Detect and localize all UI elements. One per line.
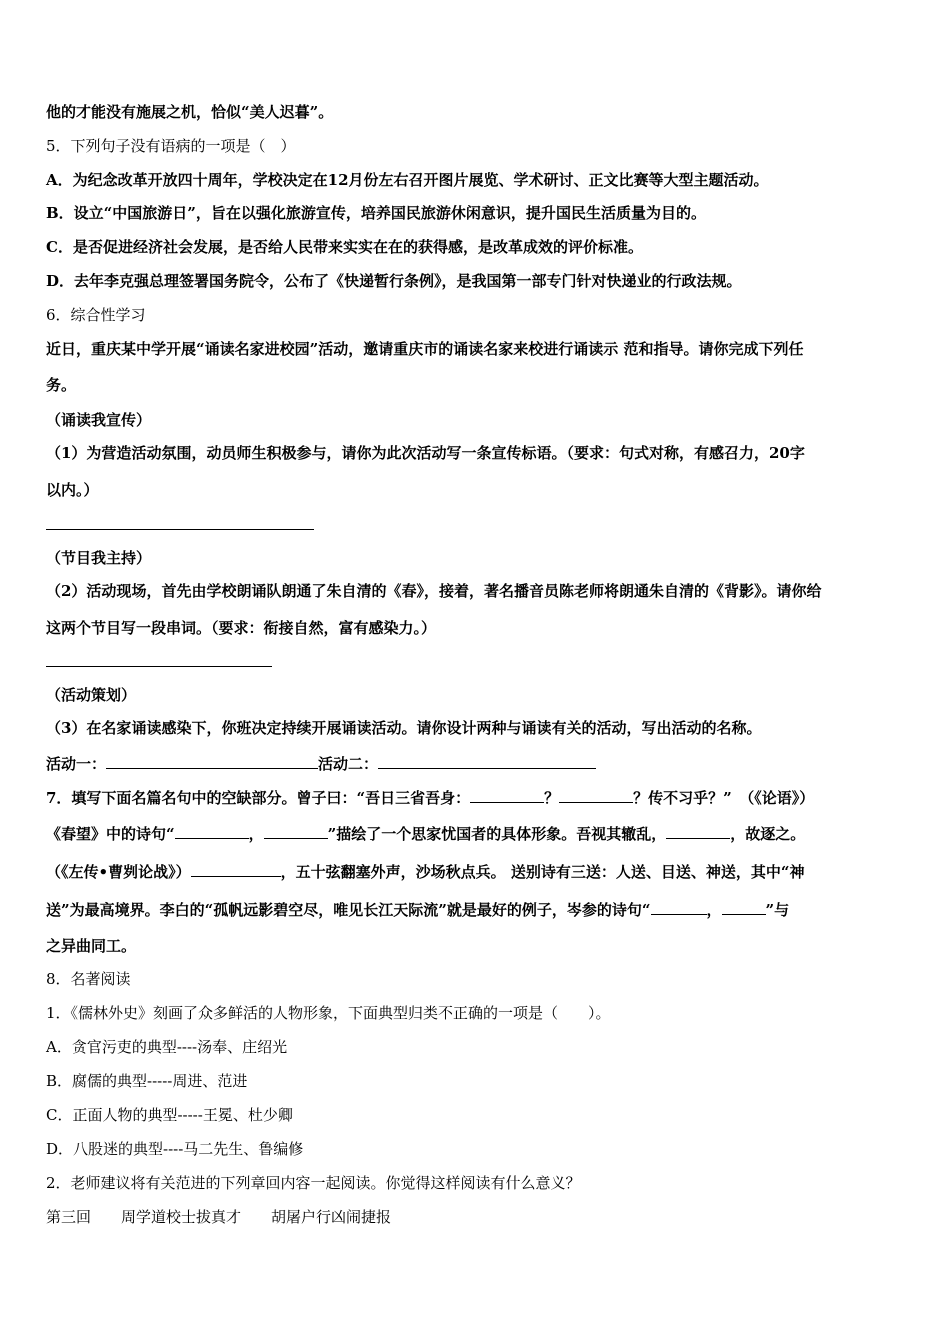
question-5-stem: 5．下列句子没有语病的一项是（ ） — [46, 137, 296, 155]
question-8-sub-2: 2．老师建议将有关范进的下列章回内容一起阅读。你觉得这样阅读有什么意义？ — [46, 1174, 581, 1192]
intro-tail: 他的才能没有施展之机，恰似“美人迟暮”。 — [46, 103, 334, 121]
section-heading-promo: （诵读我宣传） — [46, 411, 152, 429]
activity-1-label: 活动一： — [46, 755, 107, 773]
question-8-option-c: C．正面人物的典型-----王冕、杜少卿 — [46, 1106, 293, 1124]
question-6-part-1-cont: 以内。） — [46, 481, 99, 499]
section-heading-host: （节目我主持） — [46, 549, 152, 567]
question-8-option-b: B．腐儒的典型-----周进、范进 — [46, 1072, 248, 1090]
question-6-part-3: （3）在名家诵读感染下，你班决定持续开展诵读活动。请你设计两种与诵读有关的活动，写出活动的名称。 — [46, 719, 762, 737]
activity-1-blank[interactable] — [106, 753, 318, 769]
answer-line-2[interactable] — [46, 666, 272, 667]
question-5-option-c: C．是否促进经济社会发展，是否给人民带来实实在在的获得感，是改革成效的评价标准。 — [46, 238, 643, 256]
question-6-part-2-cont: 这两个节目写一段串词。（要求：衔接自然，富有感染力。） — [46, 619, 437, 637]
question-7-line-1: 7．填写下面名篇名句中的空缺部分。曾子曰：“吾日三省吾身： ？ ？传不习乎？” （《论语》） — [46, 789, 815, 807]
activity-2-blank[interactable] — [378, 753, 596, 769]
question-7-line-2: 《春望》中的诗句“ ， ”描绘了一个思家忧国者的具体形象。吾视其辙乱， ，故逐之。 — [46, 825, 806, 843]
question-5-option-b: B．设立“中国旅游日”，旨在以强化旅游宣传，培养国民旅游休闲意识，提升国民生活质量为目的。 — [46, 204, 706, 222]
blank[interactable] — [666, 823, 730, 839]
blank[interactable] — [264, 823, 328, 839]
answer-line-1[interactable] — [46, 529, 314, 530]
blank[interactable] — [470, 787, 544, 803]
blank[interactable] — [175, 823, 249, 839]
question-6-title: 6．综合性学习 — [46, 306, 146, 324]
question-8-option-a: A．贪官污吏的典型----汤奉、庄绍光 — [46, 1038, 288, 1056]
question-8-sub-1: 1．《儒林外史》刻画了众多鲜活的人物形象，下面典型归类不正确的一项是（ ）。 — [46, 1004, 611, 1022]
activity-row — [46, 753, 596, 774]
question-7-line-3: （《左传•曹刿论战》） ，五十弦翻塞外声，沙场秋点兵。 送别诗有三送：人送、目送、神送，其中“神 — [46, 863, 805, 881]
question-6-intro: 近日，重庆某中学开展“诵读名家进校园”活动，邀请重庆市的诵读名家来校进行诵读示 范和指导。请你完成下列任 — [46, 340, 804, 358]
section-heading-plan: （活动策划） — [46, 686, 137, 704]
question-8-option-d: D．八股迷的典型----马二先生、鲁编修 — [46, 1140, 304, 1158]
question-6-part-2: （2）活动现场，首先由学校朗诵队朗通了朱自清的《春》，接着，著名播音员陈老师将朗通朱自清的《背影》。请你给 — [46, 582, 822, 600]
blank[interactable] — [559, 787, 633, 803]
chapter-title: 第三回 周学道校士拔真才 胡屠户行凶闹捷报 — [46, 1208, 392, 1226]
blank[interactable] — [722, 899, 766, 915]
blank[interactable] — [651, 899, 707, 915]
question-7-line-5: 之异曲同工。 — [46, 937, 137, 955]
question-5-option-d: D．去年李克强总理签署国务院令，公布了《快递暂行条例》，是我国第一部专门针对快递业的行政法规。 — [46, 272, 742, 290]
question-7-line-4: 送”为最高境界。李白的“孤帆远影碧空尽，唯见长江天际流”就是最好的例子，岑参的诗句“ ， ”与 — [46, 901, 790, 919]
blank[interactable] — [191, 861, 281, 877]
question-8-title: 8．名著阅读 — [46, 970, 131, 988]
question-6-part-1: （1）为营造活动氛围，动员师生积极参与，请你为此次活动写一条宣传标语。（要求：句式对称，有感召力，20字 — [46, 444, 805, 462]
activity-2-label: 活动二： — [318, 755, 379, 773]
question-6-intro-cont: 务。 — [46, 376, 77, 394]
question-5-option-a: A．为纪念改革开放四十周年，学校决定在12月份左右召开图片展览、学术研讨、正文比赛等大型主题活动。 — [46, 171, 769, 189]
